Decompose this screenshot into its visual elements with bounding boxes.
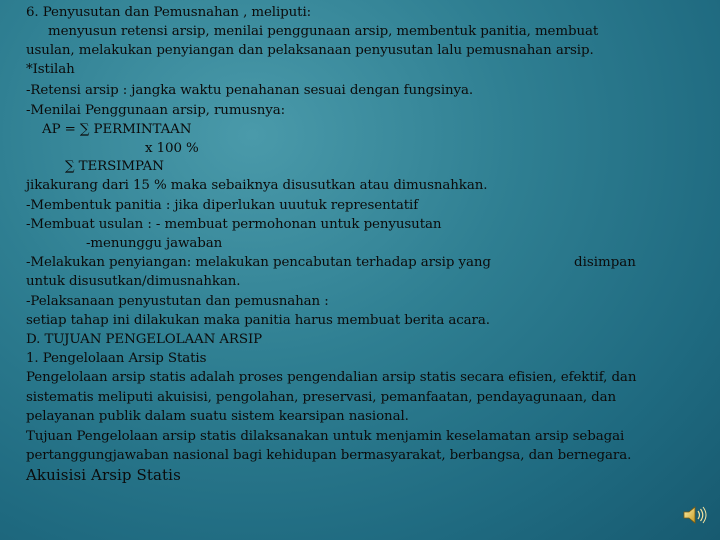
text-line: untuk disusutkan/dimusnahkan.	[26, 274, 241, 289]
text-line: usulan, melakukan penyiangan dan pelaksanaan penyusutan lalu pemusnahan arsip.	[26, 43, 594, 58]
text-line: sistematis meliputi akuisisi, pengolahan, preservasi, pemanfaatan, pendayagunaan, dan	[26, 390, 617, 405]
text-line: -Menilai Penggunaan arsip, rumusnya:	[26, 103, 285, 118]
text-line: Pengelolaan arsip statis adalah proses pengendalian arsip statis secara efisien, efektif, dan	[26, 370, 637, 385]
text-line: Tujuan Pengelolaan arsip statis dilaksanakan untuk menjamin keselamatan arsip sebagai	[26, 429, 625, 444]
text-line: -Melakukan penyiangan: melakukan pencabutan terhadap arsip yang	[26, 255, 491, 270]
formula-denominator: ∑ TERSIMPAN	[65, 159, 164, 174]
text-line: -Membentuk panitia : jika diperlukan uuutuk representatif	[26, 198, 419, 213]
text-aside: disimpan	[574, 255, 636, 270]
text-line: menyusun retensi arsip, menilai penggunaan arsip, membentuk panitia, membuat	[48, 24, 599, 39]
text-line: setiap tahap ini dilakukan maka panitia harus membuat berita acara.	[26, 313, 490, 328]
text-line: pelayanan publik dalam suatu sistem kearsipan nasional.	[26, 409, 409, 424]
text-line: -Pelaksanaan penyustutan dan pemusnahan :	[26, 294, 329, 309]
text-line: -Membuat usulan : - membuat permohonan untuk penyusutan	[26, 217, 442, 232]
speaker-icon[interactable]	[682, 504, 708, 526]
subsection-heading: 1. Pengelolaan Arsip Statis	[26, 351, 207, 366]
text-line: -Retensi arsip : jangka waktu penahanan sesuai dengan fungsinya.	[26, 83, 474, 98]
text-line: pertanggungjawaban nasional bagi kehidupan bermasyarakat, berbangsa, dan bernegara.	[26, 448, 632, 463]
text-line: *Istilah	[26, 62, 75, 77]
formula-multiplier: x 100 %	[145, 141, 199, 156]
subsection-heading-large: Akuisisi Arsip Statis	[26, 466, 181, 484]
section-heading: D. TUJUAN PENGELOLAAN ARSIP	[26, 332, 263, 347]
text-line: -menunggu jawaban	[86, 236, 223, 251]
text-line: jikakurang dari 15 % maka sebaiknya disusutkan atau dimusnahkan.	[26, 178, 488, 193]
formula-numerator: AP = ∑ PERMINTAAN	[42, 122, 192, 137]
text-line-heading: 6. Penyusutan dan Pemusnahan , meliputi:	[26, 5, 312, 20]
